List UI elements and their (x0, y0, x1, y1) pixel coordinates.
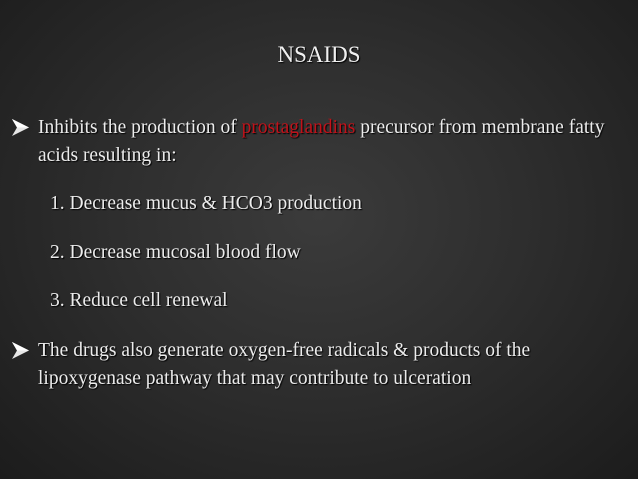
arrowhead-bullet-icon (12, 119, 29, 136)
bullet-text-before: Inhibits the production of (38, 117, 242, 138)
bullet-prostaglandins (38, 114, 608, 170)
arrowhead-bullet-icon (12, 342, 29, 359)
slide-title: NSAIDS (277, 42, 361, 67)
bullet-free-radicals (38, 337, 608, 393)
bullet-text-after: precursor from membrane fatty acids resulting in: (38, 117, 605, 166)
bullet-text: The drugs also generate oxygen-free radicals & products of the lipoxygenase pathway that may contribute to ulceration (38, 340, 531, 389)
highlight-prostaglandins: prostaglandins (241, 117, 356, 138)
list-item: 1. Decrease mucus & HCO3 production (50, 193, 362, 214)
list-item: 2. Decrease mucosal blood flow (50, 242, 301, 263)
list-item: 3. Reduce cell renewal (50, 290, 228, 311)
